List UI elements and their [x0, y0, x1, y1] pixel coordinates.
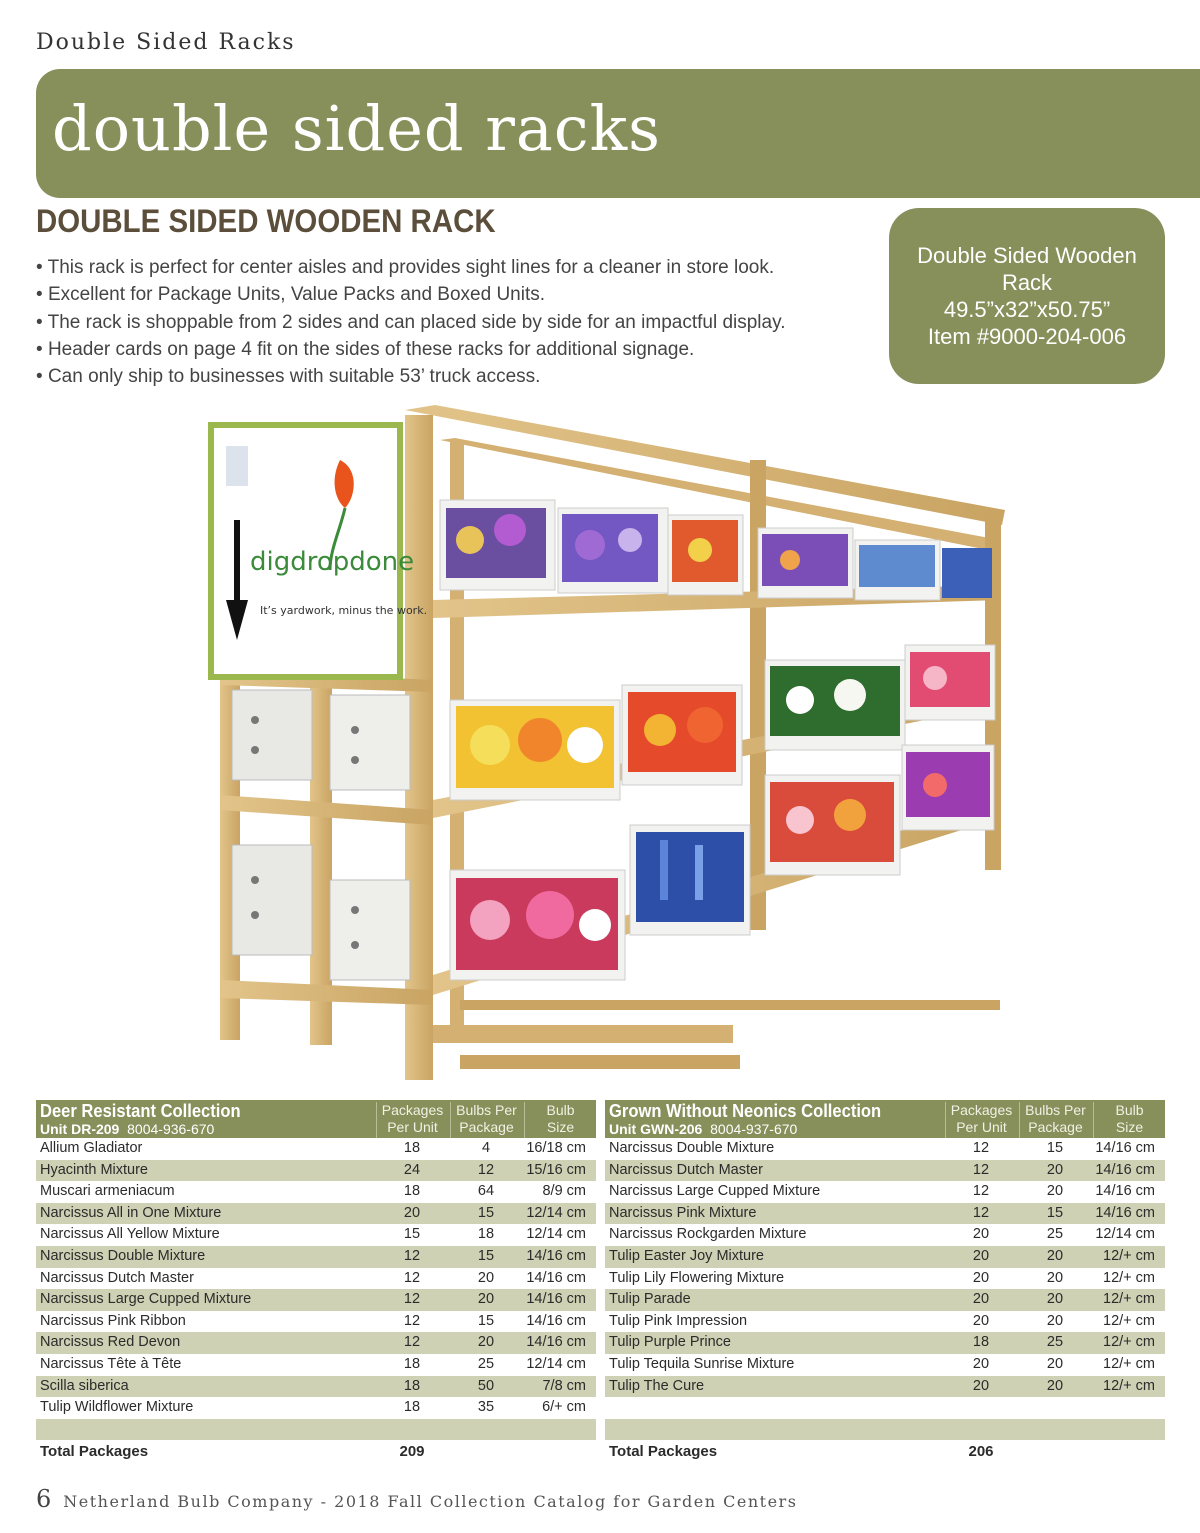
- col-header-size: Bulb Size: [1093, 1102, 1165, 1138]
- table-body: [36, 1138, 596, 1440]
- table-row: Tulip Pink Impression 20 20 12/+ cm: [609, 1312, 1155, 1329]
- running-head: Double Sided Racks: [36, 30, 296, 55]
- table-row: Tulip The Cure 20 20 12/+ cm: [605, 1376, 1165, 1398]
- collection-title: Deer Resistant Collection: [40, 1101, 241, 1121]
- product-name-line2: Rack: [1001, 270, 1053, 295]
- product-name-line1: Double Sided Wooden: [917, 243, 1137, 268]
- bullet-item: • Header cards on page 4 fit on the sides of these racks for additional signage.: [36, 336, 876, 363]
- product-dimensions: 49.5”x32”x50.75”: [943, 297, 1111, 322]
- table-row: Narcissus Double Mixture 12 15 14/16 cm: [36, 1246, 596, 1268]
- sign-brand: digdropdone: [250, 547, 415, 577]
- table-row: Narcissus Pink Ribbon 12 15 14/16 cm: [40, 1312, 586, 1329]
- top-shelf-products: [440, 500, 992, 600]
- total-value: 206: [968, 1443, 994, 1461]
- product-info-box: [889, 208, 1165, 384]
- page-number: 6: [36, 1485, 52, 1513]
- total-value: 209: [399, 1443, 425, 1461]
- banner-title: double sided racks: [52, 92, 661, 165]
- table-row: Narcissus Rockgarden Mixture 20 25 12/14 cm: [609, 1226, 1155, 1243]
- table-row: Tulip Wildflower Mixture 18 35 6/+ cm: [40, 1399, 586, 1416]
- feature-bullets: [36, 254, 876, 390]
- bulb-box: [232, 690, 312, 780]
- product-item-number: Item #9000-204-006: [927, 324, 1127, 349]
- table-row: Narcissus Tête à Tête 18 25 12/14 cm: [40, 1355, 586, 1372]
- unit-code: 8004-936-670: [127, 1121, 215, 1137]
- bulb-box: [330, 880, 410, 980]
- unit-label: Unit DR-209: [40, 1121, 120, 1137]
- bulb-box: [232, 845, 312, 955]
- bullet-item: • The rack is shoppable from 2 sides and can placed side by side for an impactful display.: [36, 309, 876, 336]
- table-row: Allium Gladiator 18 4 16/18 cm: [40, 1140, 586, 1156]
- footer-text: Netherland Bulb Company - 2018 Fall Collection Catalog for Garden Centers: [63, 1492, 798, 1511]
- bulb-box: [330, 695, 410, 790]
- bullet-item: • Excellent for Package Units, Value Packs and Boxed Units.: [36, 281, 876, 308]
- total-label: Total Packages: [40, 1443, 149, 1461]
- col-header-size: Bulb Size: [524, 1102, 596, 1138]
- table-row-empty: [36, 1419, 596, 1441]
- table-row: Tulip Easter Joy Mixture 20 20 12/+ cm: [605, 1246, 1165, 1268]
- collection-title: Grown Without Neonics Collection: [609, 1101, 882, 1121]
- section-heading: DOUBLE SIDED WOODEN RACK: [36, 203, 496, 239]
- grown-without-neonics-table: [605, 1100, 1165, 1464]
- col-header-packages: Packages Per Unit: [376, 1102, 448, 1138]
- table-header: [605, 1100, 1165, 1138]
- table-row-empty: [605, 1419, 1165, 1441]
- col-header-bulbs: Bulbs Per Package: [1019, 1102, 1091, 1138]
- col-header-bulbs: Bulbs Per Package: [450, 1102, 522, 1138]
- rack-photo: [190, 400, 1010, 1080]
- total-label: Total Packages: [609, 1443, 718, 1461]
- table-row: Narcissus All in One Mixture 20 15 12/14 cm: [36, 1203, 596, 1225]
- rack-header-sign: [208, 422, 427, 680]
- table-row: Narcissus Large Cupped Mixture 12 20 14/16 cm: [36, 1289, 596, 1311]
- total-row: [36, 1440, 596, 1464]
- unit-label: Unit GWN-206: [609, 1121, 703, 1137]
- col-header-packages: Packages Per Unit: [945, 1102, 1017, 1138]
- sign-tagline: It’s yardwork, minus the work.: [260, 604, 428, 617]
- table-row: Narcissus Red Devon 12 20 14/16 cm: [36, 1332, 596, 1354]
- table-row: Tulip Purple Prince 18 25 12/+ cm: [605, 1332, 1165, 1354]
- table-row: Tulip Parade 20 20 12/+ cm: [605, 1289, 1165, 1311]
- page-footer: [36, 1485, 797, 1513]
- table-row: Narcissus Double Mixture 12 15 14/16 cm: [609, 1140, 1155, 1156]
- unit-line: [609, 1121, 797, 1137]
- table-row: Narcissus Dutch Master 12 20 14/16 cm: [40, 1269, 586, 1286]
- table-row: Scilla siberica 18 50 7/8 cm: [36, 1376, 596, 1398]
- unit-code: 8004-937-670: [710, 1121, 798, 1137]
- table-row: Tulip Tequila Sunrise Mixture 20 20 12/+ cm: [609, 1355, 1155, 1372]
- deer-resistant-table: [36, 1100, 596, 1464]
- table-row: Hyacinth Mixture 24 12 15/16 cm: [36, 1160, 596, 1182]
- total-row: [605, 1440, 1165, 1464]
- table-body: [605, 1138, 1165, 1440]
- unit-line: [40, 1121, 214, 1137]
- table-row: Narcissus All Yellow Mixture 15 18 12/14 cm: [40, 1226, 586, 1243]
- table-row: Muscari armeniacum 18 64 8/9 cm: [40, 1183, 586, 1200]
- table-row: Narcissus Pink Mixture 12 15 14/16 cm: [605, 1203, 1165, 1225]
- table-header: [36, 1100, 596, 1138]
- bullet-item: • Can only ship to businesses with suitable 53’ truck access.: [36, 363, 876, 390]
- bullet-item: • This rack is perfect for center aisles and provides sight lines for a cleaner in store look.: [36, 254, 876, 281]
- table-row: Narcissus Dutch Master 12 20 14/16 cm: [605, 1160, 1165, 1182]
- table-row-empty: [605, 1397, 1165, 1419]
- table-row: Narcissus Large Cupped Mixture 12 20 14/16 cm: [609, 1183, 1155, 1200]
- table-row: Tulip Lily Flowering Mixture 20 20 12/+ cm: [609, 1269, 1155, 1286]
